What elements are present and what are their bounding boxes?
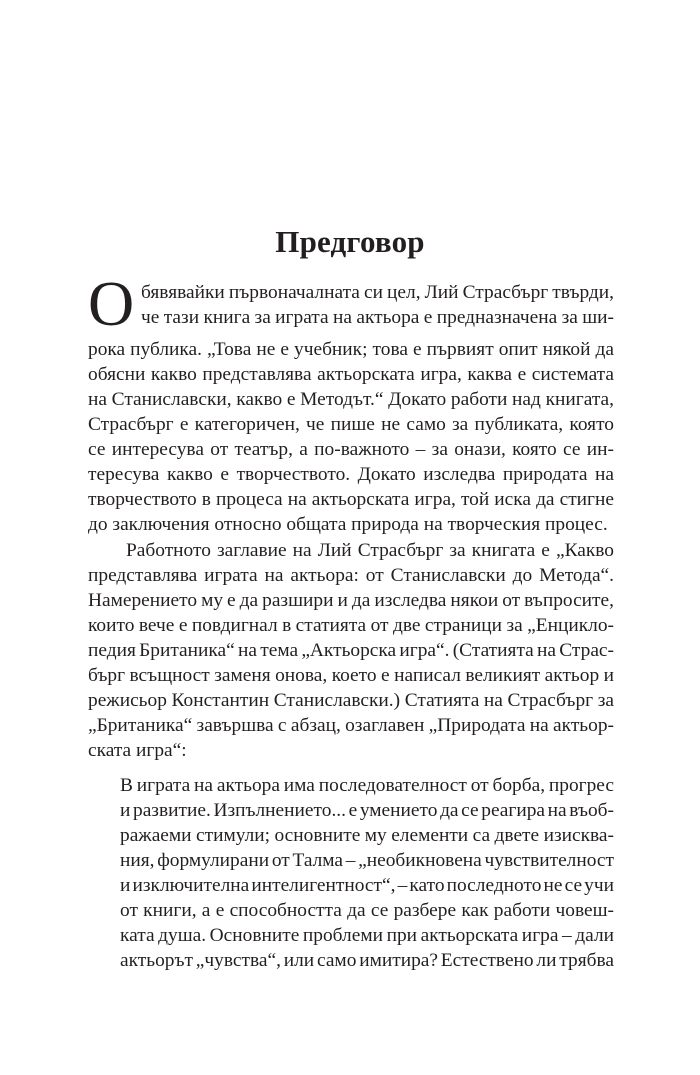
quote-line: В играта на актьора има последователност от борба, прогрес [120,775,614,796]
text-line: „Британика“ завършва с абзац, озаглавен „Природата на актьор- [88,715,614,736]
text-line: тересува какво е творчеството. Докато изследва природата на [88,464,614,485]
quote-line: актьорът „чувства“, или само имитира? Естествено ли трябва [120,950,614,971]
text-line: на Станиславски, какво е Методът.“ Докато работи над книгата, [88,389,614,410]
quote-line: ката душа. Основните проблеми при актьорската игра – дали [120,925,614,946]
drop-cap: О [88,268,135,339]
text-line: ската игра“: [88,740,187,761]
text-line: Работното заглавие на Лий Страсбърг за книгата е „Какво [126,540,614,561]
page-title: Предговор [275,224,425,259]
text-line: Намерението му е да разшири и да изследва някои от въпросите, [88,590,614,611]
text-line: обясни какво представлява актьорската игра, каква е системата [88,364,614,385]
text-line: се интересува от театър, а по-важното – за онази, която се ин- [88,439,614,460]
text-line: бявявайки първоначалната си цел, Лий Страсбърг твърди, [141,282,614,303]
text-line: които вече е повдигнал в статията от две страници за „Енцикло- [88,615,614,636]
text-line: режисьор Константин Станиславски.) Статията на Страсбърг за [88,690,614,711]
quote-line: ражаеми стимули; основните му елементи са двете изисква- [120,825,614,846]
text-line: рока публика. „Това не е учебник; това е първият опит някой да [88,339,614,360]
quote-line: и изключителна интелигентност“, – като последното не се учи [120,875,614,896]
quote-line: и развитие. Изпълнението... е умението да се реагира на въоб- [120,800,614,821]
text-line: творчеството в процеса на актьорската игра, той иска да стигне [88,489,614,510]
text-line: педия Британика“ на тема „Актьорска игра“. (Статията на Страс- [88,640,614,661]
quote-line: ния, формулирани от Талма – „необикновена чувствителност [120,850,614,871]
text-line: бърг всъщност заменя онова, което е написал великият актьор и [88,665,614,686]
quote-line: от книги, а е способността да се разбере как работи човеш- [120,900,614,921]
text-line: до заключения относно общата природа на творческия процес. [88,514,608,535]
text-line: Страсбърг е категоричен, че пише не само за публиката, която [88,414,614,435]
text-line: представлява играта на актьора: от Станиславски до Метода“. [88,565,614,586]
text-line: че тази книга за играта на актьора е предназначена за ши- [141,307,614,328]
